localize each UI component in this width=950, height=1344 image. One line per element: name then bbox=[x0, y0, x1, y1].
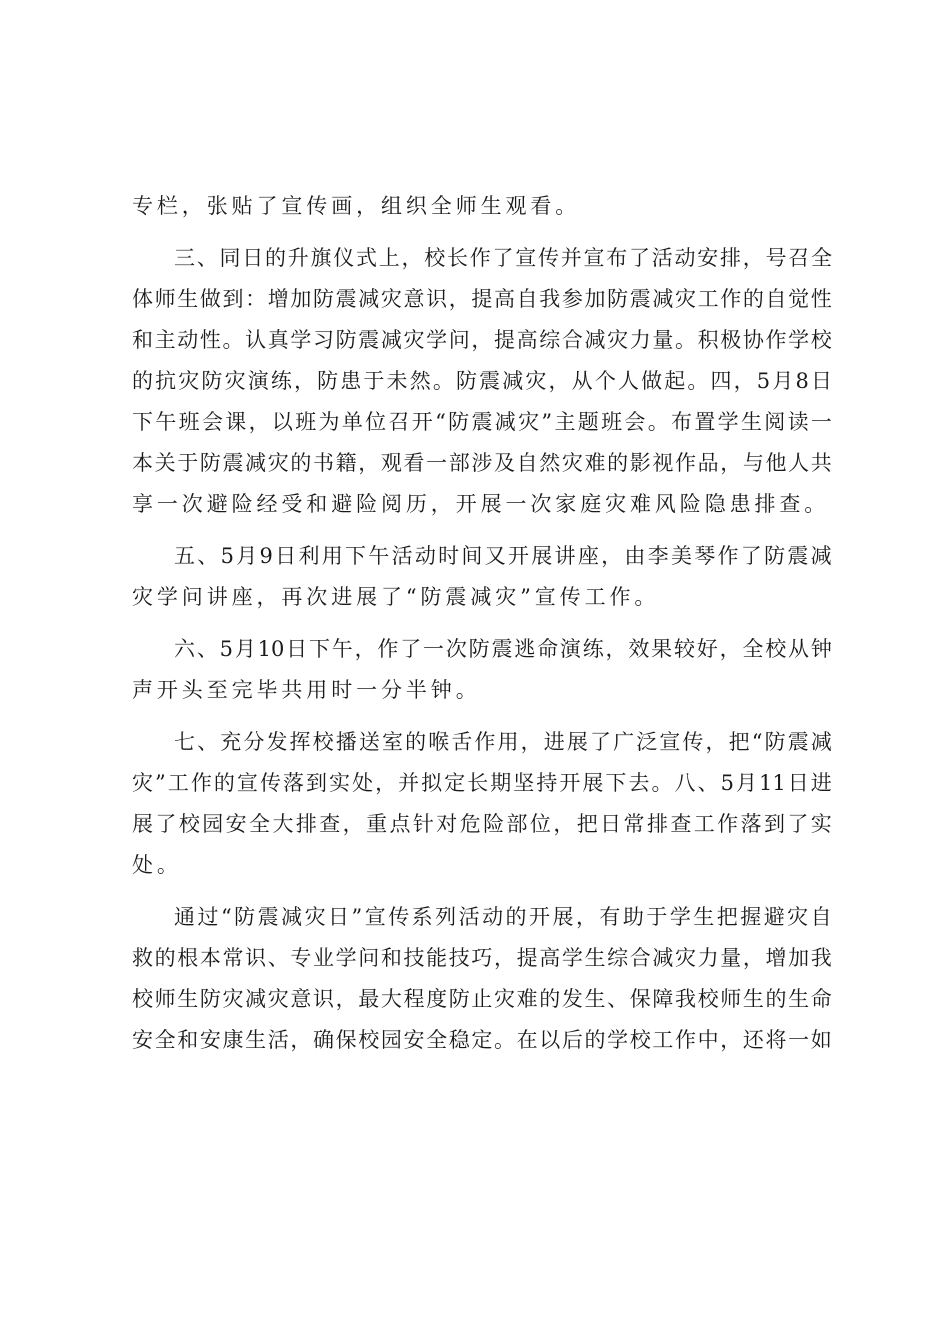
text-line: 灾学问讲座，再次进展了“防震减灾”宣传工作。 bbox=[132, 585, 660, 609]
document-body bbox=[132, 186, 832, 1061]
paragraph bbox=[132, 536, 832, 618]
paragraph bbox=[132, 186, 832, 227]
text-line: 体 师 生 做 到 ： 增 加 防 震 减 灾 意 识 ， 提 高 自 我 参 加 防 震 减 灾 工 作 的 自 觉 性 bbox=[132, 287, 832, 311]
text-line: 下 午 班 会 课 ， 以 班 为 单 位 召 开 “ 防 震 减 灾 ” 主 题 班 会 。 布 置 学 生 阅 读 一 bbox=[132, 410, 832, 434]
paragraph bbox=[132, 238, 832, 525]
paragraph bbox=[132, 722, 832, 886]
text-line: 的 抗 灾 防 灾 演 练 ， 防 患 于 未 然 。 防 震 减 灾 ， 从 个 人 做 起 。 四 ， 5 月 8 日 bbox=[132, 369, 832, 393]
text-line: 展 了 校 园 安 全 大 排 查 ， 重 点 针 对 危 险 部 位 ， 把 日 常 排 查 工 作 落 到 了 实 bbox=[132, 812, 832, 836]
text-line: 安 全 和 安 康 生 活 ， 确 保 校 园 安 全 稳 定 。 在 以 后 的 学 校 工 作 中 ， 还 将 一 如 bbox=[132, 1028, 832, 1052]
text-line: 六 、 5 月 10 日 下 午 ， 作 了 一 次 防 震 逃 命 演 练 ， 效 果 较 好 ， 全 校 从 钟 bbox=[174, 637, 832, 661]
text-line: 享一次避险经受和避险阅历，开展一次家庭灾难风险隐患排查。 bbox=[132, 492, 830, 516]
text-line: 救 的 根 本 常 识 、 专 业 学 问 和 技 能 技 巧 ， 提 高 学 生 综 合 减 灾 力 量 ， 增 加 我 bbox=[132, 946, 832, 970]
text-line: 校 师 生 防 灾 减 灾 意 识 ， 最 大 程 度 防 止 灾 难 的 发 生 、 保 障 我 校 师 生 的 生 命 bbox=[132, 987, 832, 1011]
text-line: 和 主 动 性 。 认 真 学 习 防 震 减 灾 学 问 ， 提 高 综 合 减 灾 力 量 。 积 极 协 作 学 校 bbox=[132, 328, 832, 352]
paragraph bbox=[132, 897, 832, 1061]
text-line: 灾 ” 工 作 的 宣 传 落 到 实 处 ， 并 拟 定 长 期 坚 持 开 展 下 去 。 八 、 5 月 11 日 进 bbox=[132, 771, 832, 795]
text-line: 七 、 充 分 发 挥 校 播 送 室 的 喉 舌 作 用 ， 进 展 了 广 泛 宣 传 ， 把 “ 防 震 减 bbox=[174, 730, 832, 754]
text-line: 三 、 同 日 的 升 旗 仪 式 上 ， 校 长 作 了 宣 传 并 宣 布 了 活 动 安 排 ， 号 召 全 bbox=[174, 246, 832, 270]
text-line: 通 过 “ 防 震 减 灾 日 ” 宣 传 系 列 活 动 的 开 展 ， 有 助 于 学 生 把 握 避 灾 自 bbox=[174, 905, 832, 929]
paragraph bbox=[132, 629, 832, 711]
text-line: 本 关 于 防 震 减 灾 的 书 籍 ， 观 看 一 部 涉 及 自 然 灾 难 的 影 视 作 品 ， 与 他 人 共 bbox=[132, 451, 832, 475]
text-line: 处。 bbox=[132, 853, 182, 877]
text-line: 专栏，张贴了宣传画，组织全师生观看。 bbox=[132, 194, 581, 218]
text-line: 五 、 5 月 9 日 利 用 下 午 活 动 时 间 又 开 展 讲 座 ， 由 李 美 琴 作 了 防 震 减 bbox=[174, 544, 832, 568]
text-line: 声开头至完毕共用时一分半钟。 bbox=[132, 678, 481, 702]
